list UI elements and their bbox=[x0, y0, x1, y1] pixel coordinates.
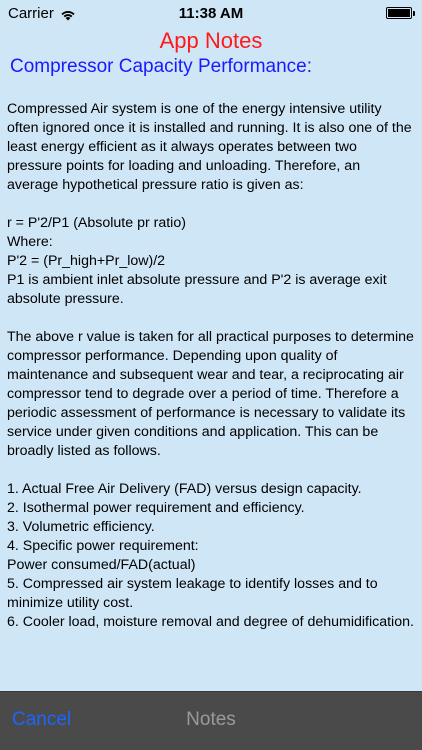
carrier-label: Carrier bbox=[8, 5, 54, 22]
page-title: Compressor Capacity Performance: bbox=[10, 56, 312, 77]
battery-icon bbox=[386, 7, 412, 19]
toolbar-title: Notes bbox=[186, 709, 236, 730]
app-title: App Notes bbox=[159, 28, 263, 53]
bottom-toolbar bbox=[0, 691, 422, 750]
notes-content[interactable] bbox=[7, 100, 415, 688]
status-time: 11:38 AM bbox=[178, 5, 244, 22]
notes-paragraph-performance: The above r value is taken for all practical purposes to determine compressor performance. Depending upon quality of maintenance and subsequent wear and tear, a reciprocating air compressor tend to degrade over a period of time. Therefore a periodic assessment of performance is necessary to validate its service under given conditions and application. This can be broadly listed as follows. bbox=[7, 329, 414, 459]
notes-paragraph-formula: r = P'2/P1 (Absolute pr ratio) Where: P'2 = (Pr_high+Pr_low)/2 P1 is ambient inlet absolute pressure and P'2 is average exit absolute pressure. bbox=[7, 215, 387, 307]
battery-fill bbox=[388, 9, 410, 17]
cancel-button[interactable]: Cancel bbox=[12, 709, 72, 730]
notes-paragraph-intro: Compressed Air system is one of the energy intensive utility often ignored once it is installed and running. It is also one of the least energy efficient as it always operates between two pressure points for loading and unloading. Therefore, an average hypothetical pressure ratio is given as: bbox=[7, 101, 412, 193]
notes-paragraph-list: 1. Actual Free Air Delivery (FAD) versus design capacity. 2. Isothermal power requirement and efficiency. 3. Volumetric efficiency. 4. Specific power requirement: Power consumed/FAD(actual) 5. Compressed air system leakage to identify losses and to minimize utility cost. 6. Cooler load, moisture removal and degree of dehumidification. bbox=[7, 481, 414, 630]
status-bar bbox=[0, 0, 422, 28]
